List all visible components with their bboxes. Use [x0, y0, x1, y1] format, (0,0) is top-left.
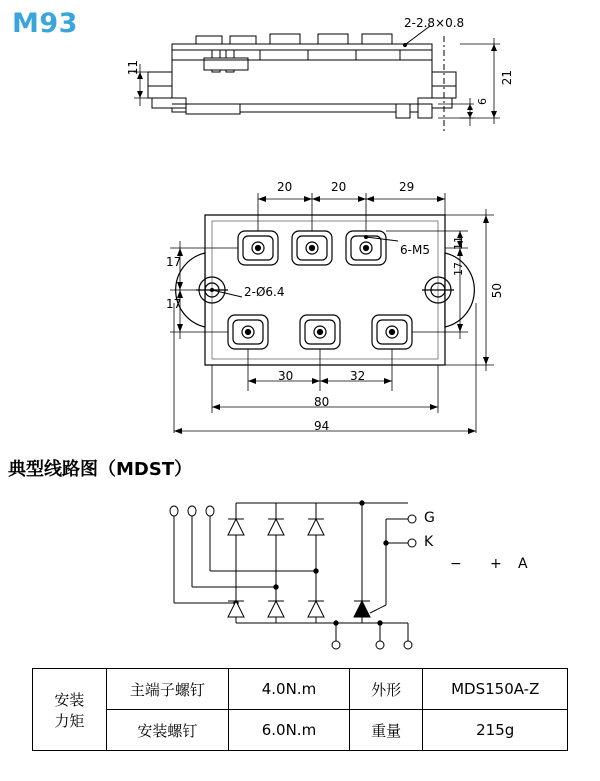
circuit-label-k: K: [424, 534, 434, 550]
page-title: M93: [12, 8, 78, 39]
dim-top-2: 20: [331, 180, 347, 194]
dim-bottom-1: 30: [278, 369, 294, 383]
plan-view-drawing: [150, 175, 510, 445]
dim-right-height: 21: [500, 70, 514, 86]
circuit-label-a: A: [518, 556, 528, 572]
dim-left-height: 11: [126, 60, 140, 76]
dim-bottom-total: 94: [314, 419, 330, 433]
torque-label-line2: 力矩: [54, 711, 85, 730]
dim-top-3: 29: [399, 180, 415, 194]
cell-torque-label: [33, 669, 107, 751]
dim-screw-note-top: 2-2.8×0.8: [404, 16, 465, 30]
dim-top-1: 20: [277, 180, 293, 194]
circuit-label-g: G: [424, 510, 435, 526]
cell-weight-value: 215g: [423, 710, 568, 751]
dim-right-1: 11: [452, 236, 465, 250]
dim-bottom-sum: 80: [314, 395, 330, 409]
torque-label-line1: 安装: [54, 690, 85, 709]
spec-table: [32, 668, 568, 751]
dim-right-2: 17: [452, 262, 465, 276]
cell-main-terminal-screw: 主端子螺钉: [106, 669, 229, 710]
dim-right-small: 6: [476, 98, 489, 105]
cell-mounting-screw: 安装螺钉: [106, 710, 229, 751]
cell-outline-key: 外形: [349, 669, 423, 710]
cell-main-terminal-value: 4.0N.m: [229, 669, 350, 710]
table-row: [33, 710, 568, 751]
note-terminal-screw: 6-M5: [400, 243, 430, 257]
circuit-label-plus: +: [490, 556, 502, 572]
note-mounting-hole: 2-Ø6.4: [244, 285, 285, 299]
dim-left-2: 17: [166, 297, 182, 311]
cell-mounting-screw-value: 6.0N.m: [229, 710, 350, 751]
table-row: [33, 669, 568, 710]
circuit-label-minus: −: [450, 556, 462, 572]
dim-left-1: 17: [166, 255, 182, 269]
cell-weight-key: 重量: [349, 710, 423, 751]
side-view-drawing: [100, 14, 520, 144]
dim-bottom-2: 32: [350, 369, 366, 383]
circuit-diagram: [140, 495, 540, 655]
dim-right-total: 50: [490, 283, 504, 299]
section-title: 典型线路图（MDST）: [8, 459, 193, 480]
cell-model-value: MDS150A-Z: [423, 669, 568, 710]
